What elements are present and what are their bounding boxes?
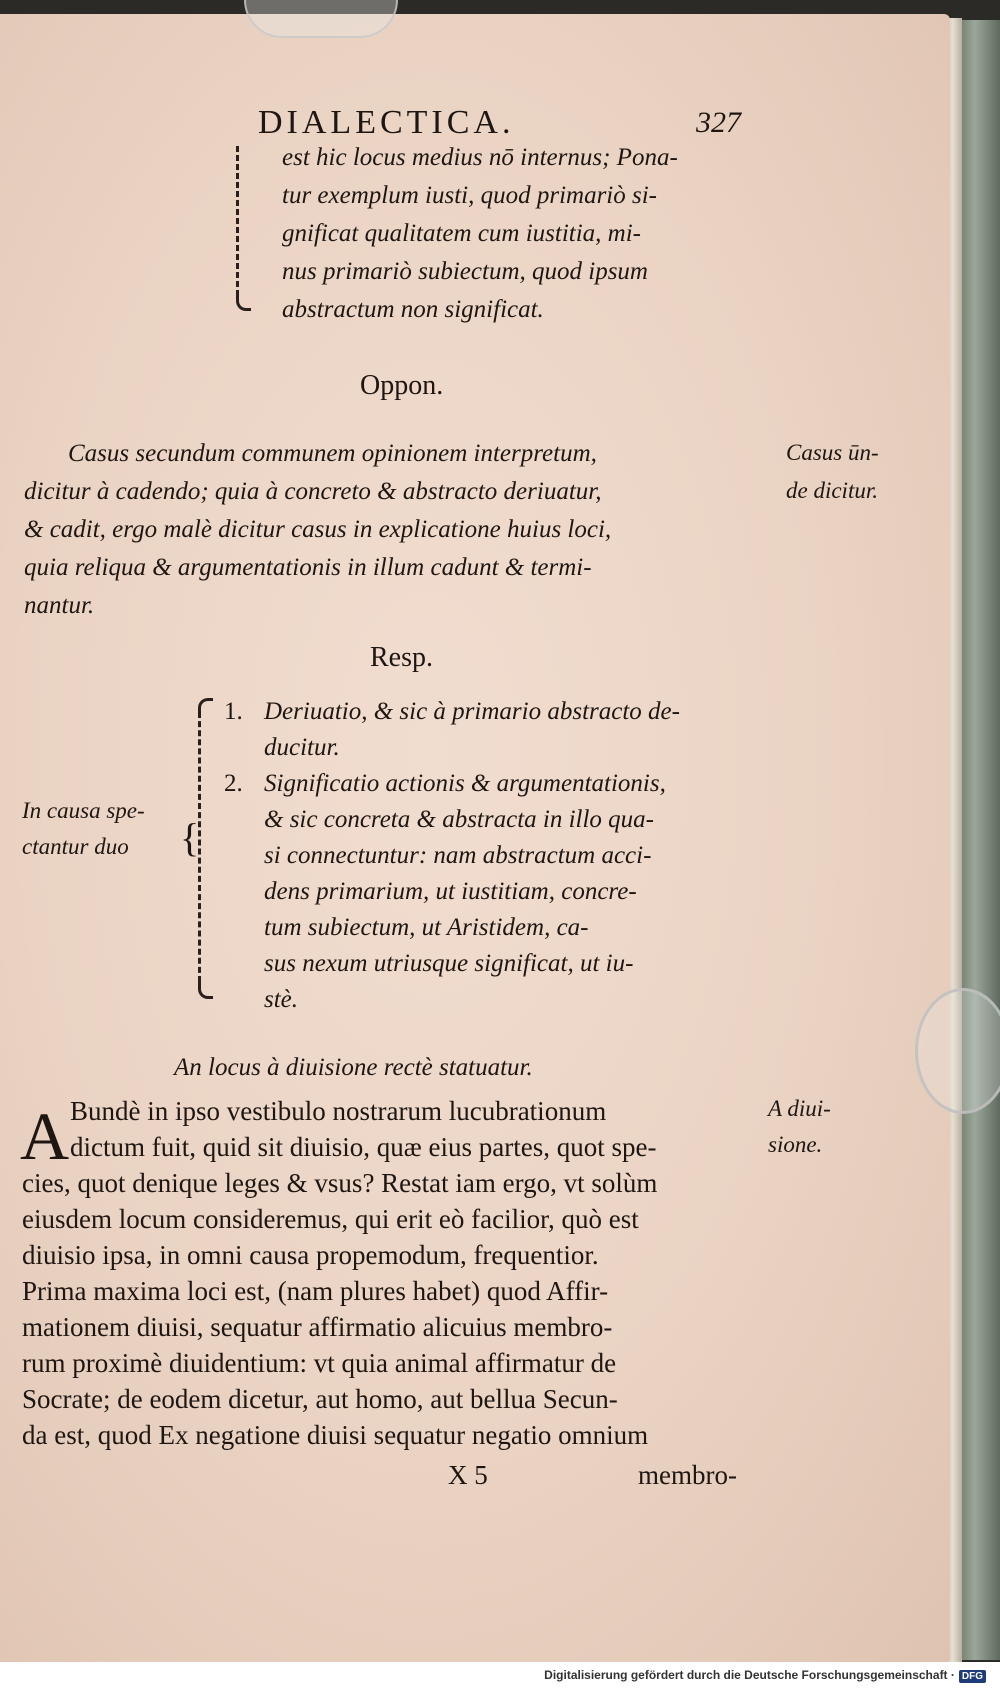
resp-item-line: tum subiectum, ut Aristidem, ca- <box>264 914 589 941</box>
body-line: eiusdem locum consideremus, qui erit eò facilior, quò est <box>22 1204 639 1234</box>
oppon-line: nantur. <box>24 592 95 619</box>
body-line: da est, quod Ex negatione diuisi sequatur negatio omnium <box>22 1420 649 1450</box>
resp-heading: Resp. <box>370 642 433 673</box>
division-heading: An locus à diuisione rectè statuatur. <box>174 1054 533 1081</box>
signature-mark: X 5 <box>448 1460 488 1490</box>
body-line: Prima maxima loci est, (nam plures habet) quod Affir- <box>22 1276 609 1306</box>
resp-item-line: & sic concreta & abstracta in illo qua- <box>264 806 655 833</box>
resp-item-line: sus nexum utriusque significat, ut iu- <box>264 950 634 977</box>
resp-item-line: stè. <box>264 986 299 1013</box>
body-line: Bundè in ipso vestibulo nostrarum lucubrationum <box>70 1096 607 1126</box>
drop-capital: A <box>20 1098 70 1174</box>
page-clip-top <box>244 0 398 38</box>
resp-item-line: Deriuatio, & sic à primario abstracto de- <box>264 698 680 725</box>
oppon-line: Casus secundum communem opinionem interpretum, <box>68 440 597 467</box>
resp-item-line: ducitur. <box>264 734 340 761</box>
resp-item-line: Significatio actionis & argumentationis, <box>264 770 666 797</box>
intro-line: gnificat qualitatem cum iustitia, mi- <box>282 220 641 247</box>
brace-point: { <box>180 815 200 860</box>
body-line: rum proximè diuidentium: vt quia animal affirmatur de <box>22 1348 617 1378</box>
division-margin-note: sione. <box>768 1132 823 1157</box>
intro-line: est hic locus medius nō internus; Pona- <box>282 144 678 171</box>
book-cover-edge <box>958 20 1000 1660</box>
resp-item-line: dens primarium, ut iustitiam, concre- <box>264 878 637 905</box>
footer-text: Digitalisierung gefördert durch die Deutsche Forschungsgemeinschaft · <box>544 1668 955 1682</box>
resp-margin-note: ctantur duo <box>22 834 129 859</box>
resp-bracket-hook <box>198 982 213 999</box>
resp-item-number: 1. <box>224 698 243 725</box>
resp-margin-note: In causa spe- <box>22 798 145 823</box>
oppon-margin-note: de dicitur. <box>786 478 878 503</box>
body-line: cies, quot denique leges & vsus? Restat iam ergo, vt solùm <box>22 1168 658 1198</box>
oppon-line: quia reliqua & argumentationis in illum cadunt & termi- <box>24 554 592 581</box>
body-line: diuisio ipsa, in omni causa propemodum, frequentior. <box>22 1240 599 1270</box>
division-margin-note: A diui- <box>768 1096 831 1121</box>
resp-item-line: si connectuntur: nam abstractum acci- <box>264 842 652 869</box>
intro-line: abstractum non significat. <box>282 296 544 323</box>
oppon-heading: Oppon. <box>360 370 444 401</box>
resp-item-number: 2. <box>224 770 243 797</box>
page-number: 327 <box>696 106 741 139</box>
intro-bracket <box>236 146 239 296</box>
oppon-line: & cadit, ergo malè dicitur casus in explicatione huius loci, <box>24 516 612 543</box>
intro-bracket-hook <box>236 294 251 311</box>
footer-credit <box>544 1668 986 1683</box>
body-line: Socrate; de eodem dicetur, aut homo, aut bellua Secun- <box>22 1384 618 1414</box>
dfg-logo: DFG <box>959 1670 986 1683</box>
catchword: membro- <box>638 1460 737 1490</box>
intro-line: nus primariò subiectum, quod ipsum <box>282 258 648 285</box>
intro-line: tur exemplum iusti, quod primariò si- <box>282 182 657 209</box>
oppon-line: dicitur à cadendo; quia à concreto & abstracto deriuatur, <box>24 478 602 505</box>
body-line: mationem diuisi, sequatur affirmatio alicuius membro- <box>22 1312 613 1342</box>
running-header: DIALECTICA. <box>258 104 515 141</box>
page-clip-side <box>915 988 1000 1114</box>
book-page <box>0 14 950 1664</box>
oppon-margin-note: Casus ūn- <box>786 440 879 465</box>
body-line: dictum fuit, quid sit diuisio, quæ eius partes, quot spe- <box>70 1132 657 1162</box>
